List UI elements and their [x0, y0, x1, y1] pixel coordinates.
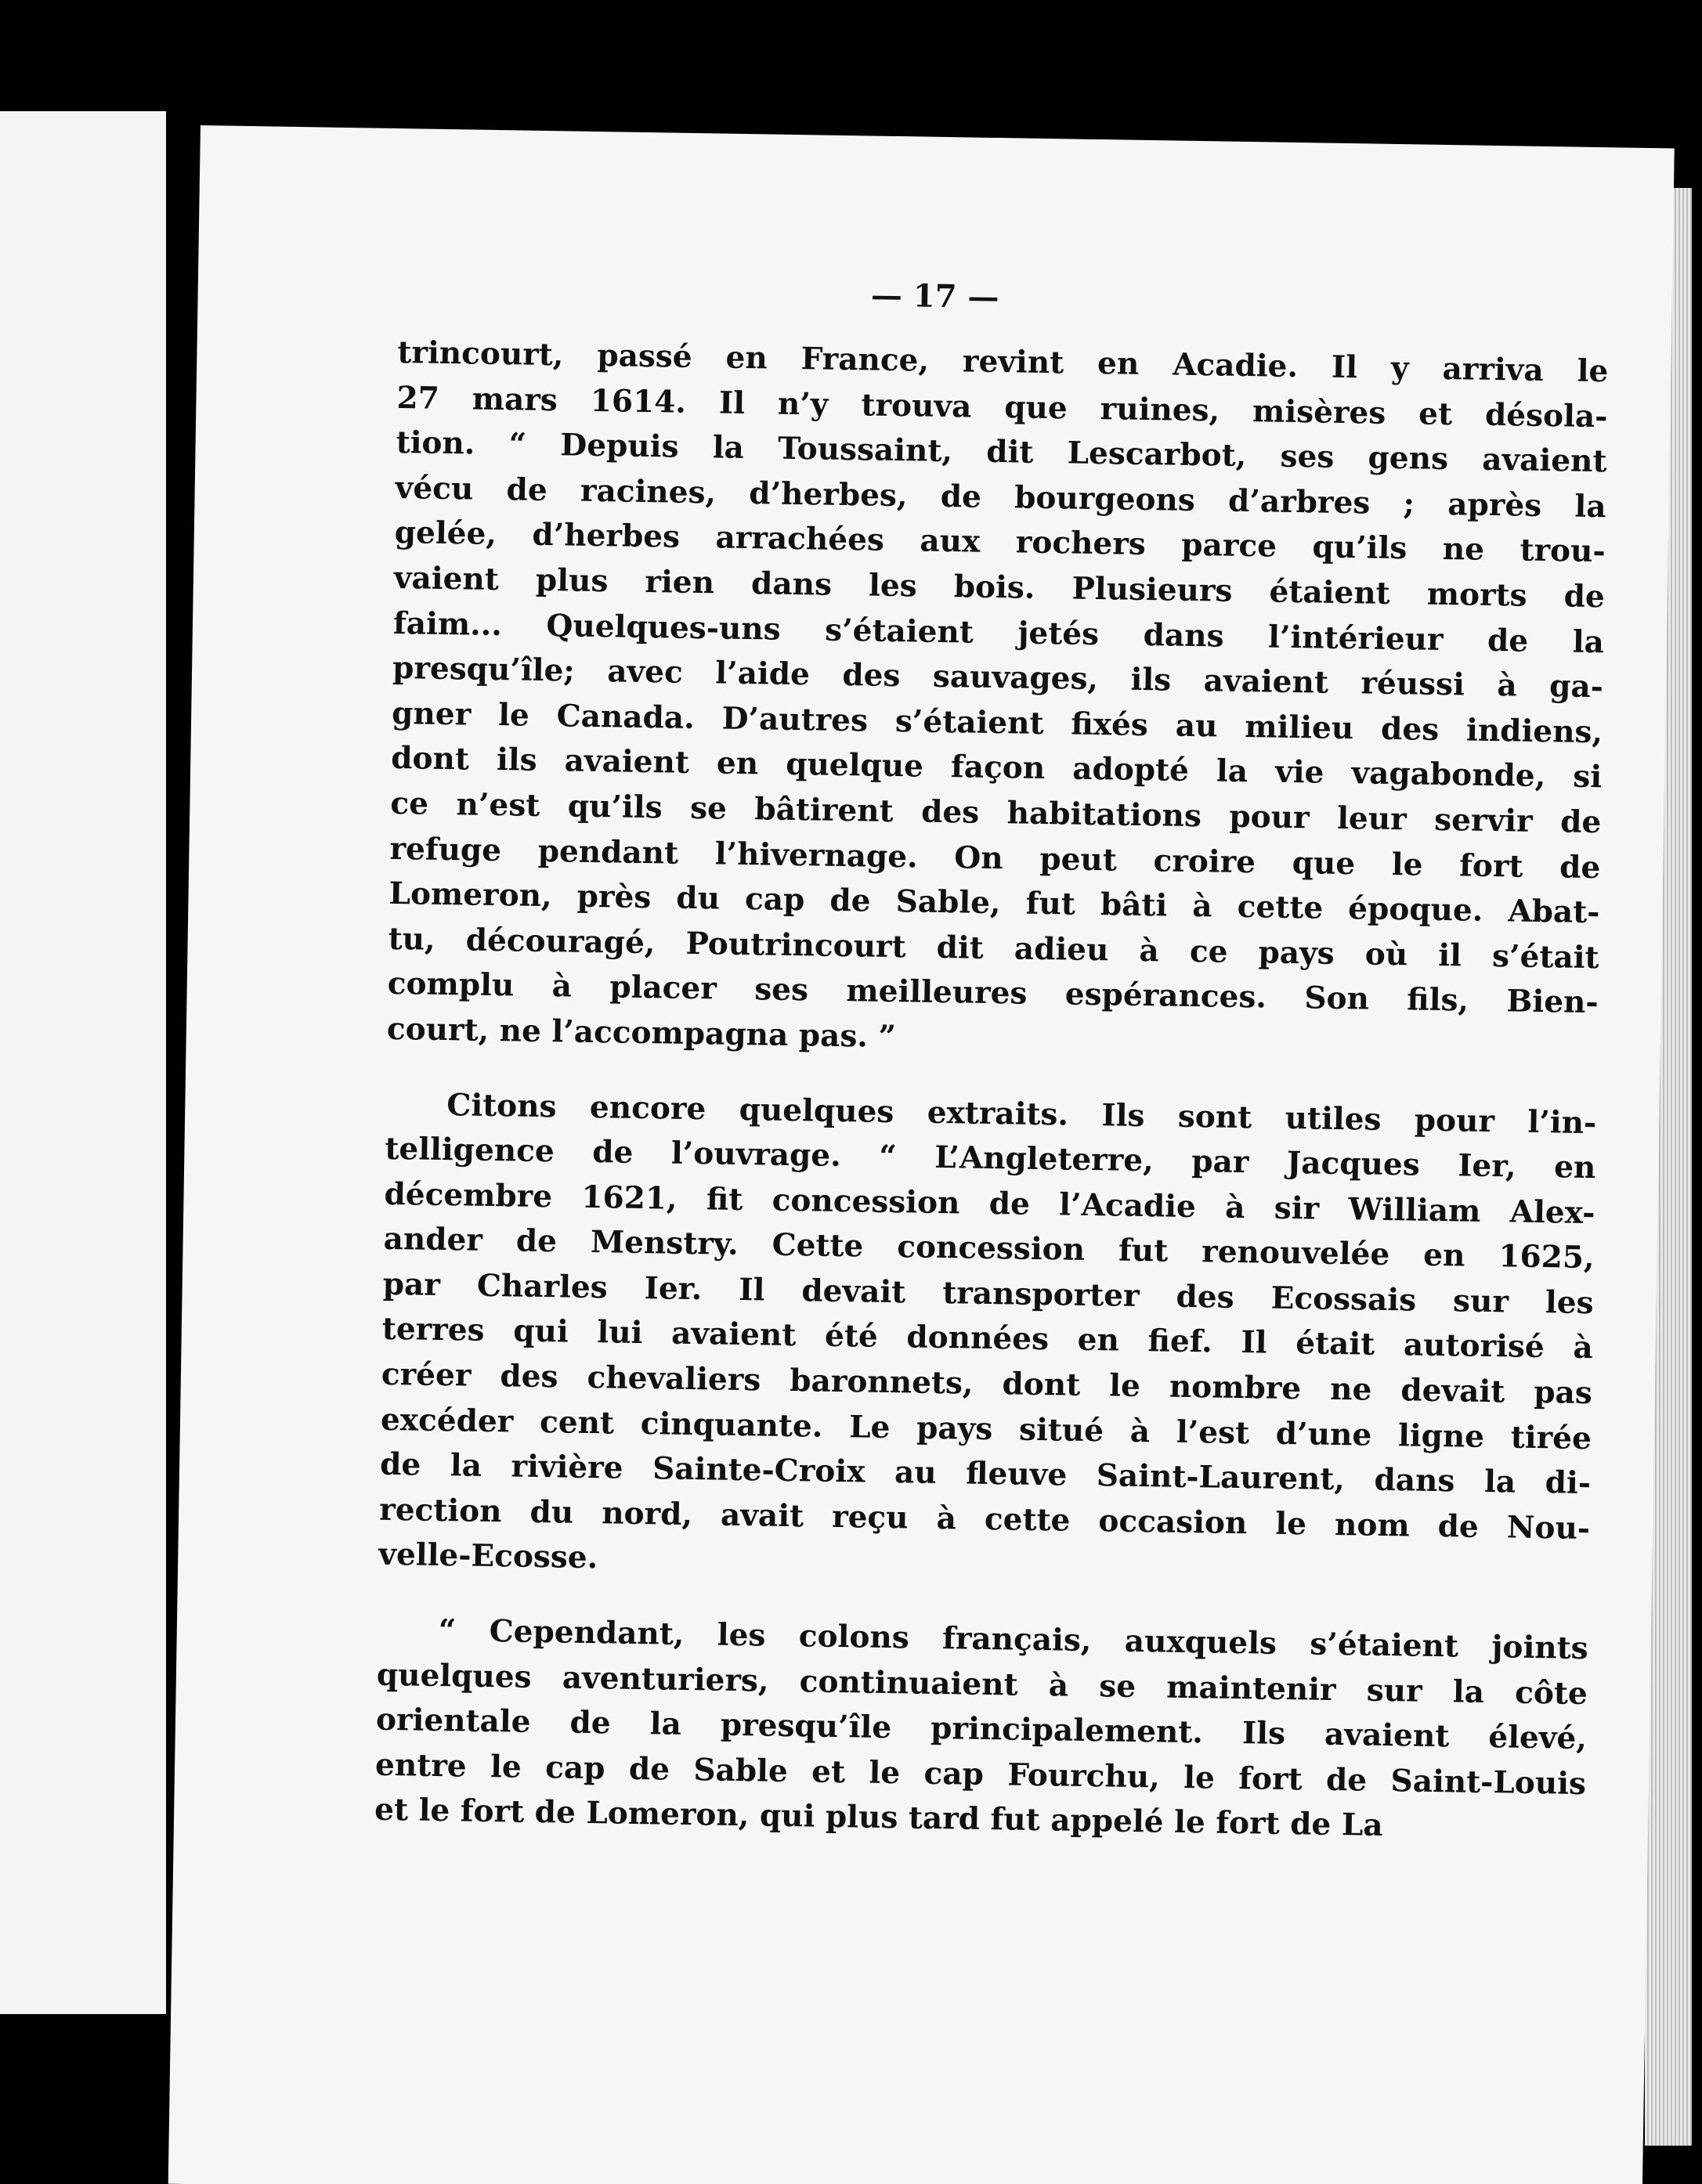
text-line: telligence de l’ouvrage. “ L’Angleterre, par Jacques Ier, en [385, 1130, 1596, 1186]
text-line: court, ne l’accompagna pas. ” [386, 1010, 897, 1055]
page-text [374, 330, 1609, 1852]
text-line: presqu’île; avec l’aide des sauvages, ils avaient réussi à ga- [392, 650, 1604, 706]
paragraph-1 [386, 330, 1608, 1071]
text-line: terres qui lui avaient été données en fief. Il était autorisé à [381, 1311, 1594, 1366]
text-line: vaient plus rien dans les bois. Plusieurs étaient morts de [393, 559, 1606, 615]
paragraph-3 [374, 1608, 1588, 1852]
text-line: décembre 1621, fit concession de l’Acadie à sir William Alex- [384, 1175, 1595, 1231]
book-page [168, 125, 1675, 2184]
left-page-edge [0, 111, 166, 2014]
text-line: complu à placer ses meilleures espérances. Son fils, Bien- [387, 966, 1599, 1021]
text-line: tion. “ Depuis la Toussaint, dit Lescarbot, ses gens avaient [396, 424, 1607, 480]
text-line: de la rivière Sainte-Croix au fleuve Saint-Laurent, dans la di- [379, 1446, 1592, 1502]
text-line: Citons encore quelques extraits. Ils sont utiles pour l’in- [446, 1086, 1597, 1141]
text-line: créer des chevaliers baronnets, dont le nombre ne devait pas [381, 1356, 1593, 1412]
text-line: quelques aventuriers, continuaient à se maintenir sur la côte [376, 1656, 1588, 1712]
text-line: trincourt, passé en France, revint en Acadie. Il y arriva le [397, 334, 1609, 390]
text-line: ander de Menstry. Cette concession fut renouvelée en 1625, [383, 1221, 1595, 1276]
text-line: entre le cap de Sable et le cap Fourchu, le fort de Saint-Louis [374, 1746, 1587, 1802]
text-line: vécu de racines, d’herbes, de bourgeons d’arbres ; après la [395, 469, 1606, 525]
text-line: faim... Quelques-uns s’étaient jetés dans l’intérieur de la [392, 605, 1605, 660]
text-line: rection du nord, avait reçu à cette occasion le nom de Nou- [378, 1491, 1591, 1547]
page-number: — 17 — [870, 276, 999, 316]
text-line: excéder cent cinquante. Le pays situé à l’est d’une ligne tirée [380, 1401, 1592, 1457]
text-line: 27 mars 1614. Il n’y trouva que ruines, misères et désola- [396, 379, 1608, 435]
text-line: ce n’est qu’ils se bâtirent des habitations pour leur servir de [390, 785, 1602, 841]
text-line: tu, découragé, Poutrincourt dit adieu à ce pays où il s’était [388, 920, 1599, 976]
text-line: orientale de la presqu’île principalement. Ils avaient élevé, [375, 1701, 1588, 1757]
text-line: Lomeron, près du cap de Sable, fut bâti à cette époque. Abat- [388, 875, 1600, 931]
text-line: “ Cependant, les colons français, auxquels s’étaient joints [438, 1612, 1589, 1667]
text-line: refuge pendant l’hivernage. On peut croire que le fort de [389, 830, 1601, 886]
text-line: et le fort de Lomeron, qui plus tard fut appelé le fort de La [374, 1792, 1383, 1844]
text-line: gelée, d’herbes arrachées aux rochers parce qu’ils ne trou- [394, 514, 1606, 570]
text-line: gner le Canada. D’autres s’étaient fixés au milieu des indiens, [391, 695, 1603, 750]
paragraph-2 [378, 1081, 1597, 1597]
text-line: par Charles Ier. Il devait transporter des Ecossais sur les [382, 1265, 1594, 1321]
text-line: dont ils avaient en quelque façon adopté la vie vagabonde, si [390, 740, 1603, 796]
text-line: velle-Ecosse. [378, 1536, 598, 1576]
